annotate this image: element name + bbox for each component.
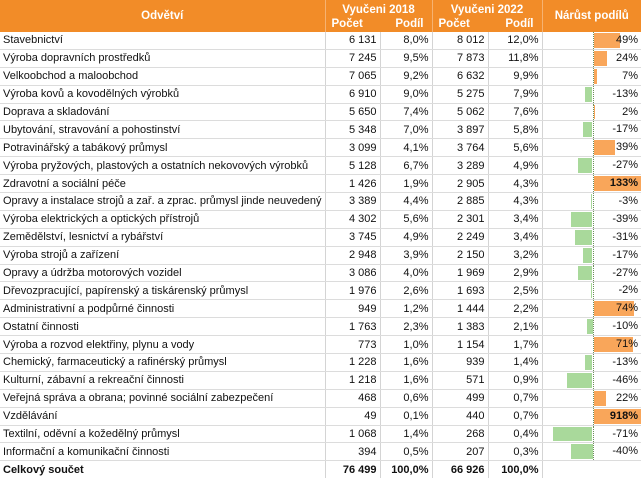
bar-axis <box>593 426 594 443</box>
count-2018: 7 245 <box>325 49 380 67</box>
growth-value: 71% <box>615 338 638 351</box>
share-2022: 2,5% <box>488 282 542 300</box>
growth-cell <box>542 210 641 228</box>
sector-name: Dřevozpracující, papírenský a tiskárenský průmysl <box>0 282 325 300</box>
share-2022: 5,6% <box>488 139 542 157</box>
growth-cell <box>542 32 641 49</box>
growth-value: 2% <box>622 105 638 118</box>
share-2022: 3,2% <box>488 246 542 264</box>
bar-axis <box>593 247 594 264</box>
growth-cell <box>542 228 641 246</box>
growth-bar-negative <box>583 122 592 137</box>
header-podil-2018: Podíl <box>380 17 432 32</box>
share-2022: 11,8% <box>488 49 542 67</box>
count-2018: 1 763 <box>325 318 380 336</box>
share-2018: 0,1% <box>380 407 432 425</box>
share-2022: 0,9% <box>488 371 542 389</box>
count-2022: 499 <box>432 389 488 407</box>
table-row <box>0 67 641 85</box>
table-row <box>0 336 641 354</box>
growth-value: -10% <box>612 320 638 333</box>
growth-value: -17% <box>612 248 638 261</box>
sector-name: Doprava a skladování <box>0 103 325 121</box>
count-2018: 3 086 <box>325 264 380 282</box>
count-2018: 6 910 <box>325 85 380 103</box>
header-odvetvi: Odvětví <box>0 0 325 32</box>
share-2022: 0,4% <box>488 425 542 443</box>
count-2022: 5 275 <box>432 85 488 103</box>
growth-cell <box>542 371 641 389</box>
sector-name: Textilní, oděvní a kožedělný průmysl <box>0 425 325 443</box>
bar-axis <box>593 104 594 121</box>
growth-value: -17% <box>612 123 638 136</box>
bar-axis <box>593 157 594 174</box>
growth-value: 918% <box>609 409 638 422</box>
count-2022: 2 905 <box>432 175 488 193</box>
sector-name: Informační a komunikační činnosti <box>0 443 325 461</box>
count-2022: 440 <box>432 407 488 425</box>
sector-name: Výroba pryžových, plastových a ostatních nekovových výrobků <box>0 157 325 175</box>
bar-axis <box>593 50 594 67</box>
count-2018: 3 745 <box>325 228 380 246</box>
share-2018: 1,9% <box>380 175 432 193</box>
growth-bar-positive <box>594 69 598 84</box>
count-2022: 1 383 <box>432 318 488 336</box>
bar-axis <box>593 121 594 138</box>
share-2022: 4,3% <box>488 175 542 193</box>
table-row <box>0 103 641 121</box>
share-2018: 4,9% <box>380 228 432 246</box>
growth-value: -71% <box>612 427 638 440</box>
growth-bar-negative <box>583 248 592 263</box>
growth-value: -2% <box>618 284 638 297</box>
table-body <box>0 32 641 478</box>
header-podil-2022: Podíl <box>488 17 542 32</box>
table-row <box>0 139 641 157</box>
growth-cell <box>542 282 641 300</box>
share-2018: 1,6% <box>380 371 432 389</box>
growth-value: 133% <box>609 177 638 190</box>
table-row <box>0 407 641 425</box>
growth-value: -13% <box>612 87 638 100</box>
total-share-2018: 100,0% <box>380 461 432 478</box>
bar-axis <box>593 282 594 299</box>
count-2022: 1 969 <box>432 264 488 282</box>
bar-axis <box>593 139 594 156</box>
total-row <box>0 461 641 478</box>
growth-value: -27% <box>612 159 638 172</box>
growth-cell <box>542 300 641 318</box>
growth-value: 49% <box>615 34 638 46</box>
share-2022: 4,3% <box>488 193 542 211</box>
count-2018: 1 426 <box>325 175 380 193</box>
share-2022: 9,9% <box>488 67 542 85</box>
table-row <box>0 389 641 407</box>
growth-cell <box>542 175 641 193</box>
growth-bar-positive <box>594 391 606 406</box>
sector-name: Výroba elektrických a optických přístrojů <box>0 210 325 228</box>
count-2022: 2 150 <box>432 246 488 264</box>
sector-name: Veřejná správa a obrana; povinné sociální zabezpečení <box>0 389 325 407</box>
total-growth-empty <box>542 461 641 478</box>
sector-name: Ostatní činnosti <box>0 318 325 336</box>
sector-name: Kulturní, zábavní a rekreační činnosti <box>0 371 325 389</box>
share-2018: 9,0% <box>380 85 432 103</box>
bar-axis <box>593 265 594 282</box>
count-2018: 1 228 <box>325 354 380 372</box>
count-2022: 1 154 <box>432 336 488 354</box>
growth-bar-positive <box>594 105 595 120</box>
sector-name: Stavebnictví <box>0 32 325 49</box>
count-2018: 949 <box>325 300 380 318</box>
sector-name: Ubytování, stravování a pohostinství <box>0 121 325 139</box>
table-row <box>0 264 641 282</box>
share-2022: 0,3% <box>488 443 542 461</box>
growth-value: 7% <box>622 69 638 82</box>
share-2018: 2,3% <box>380 318 432 336</box>
sector-name: Chemický, farmaceutický a rafinérský průmysl <box>0 354 325 372</box>
share-2022: 2,1% <box>488 318 542 336</box>
share-2022: 2,2% <box>488 300 542 318</box>
table-row <box>0 246 641 264</box>
bar-axis <box>593 193 594 210</box>
count-2018: 5 348 <box>325 121 380 139</box>
growth-cell <box>542 389 641 407</box>
count-2022: 5 062 <box>432 103 488 121</box>
growth-value: -46% <box>612 373 638 386</box>
count-2018: 49 <box>325 407 380 425</box>
share-2018: 1,2% <box>380 300 432 318</box>
sector-name: Vzdělávání <box>0 407 325 425</box>
share-2018: 4,4% <box>380 193 432 211</box>
count-2018: 3 389 <box>325 193 380 211</box>
share-2018: 7,4% <box>380 103 432 121</box>
table-row <box>0 300 641 318</box>
share-2022: 1,4% <box>488 354 542 372</box>
share-2018: 5,6% <box>380 210 432 228</box>
bar-axis <box>593 354 594 371</box>
count-2022: 939 <box>432 354 488 372</box>
growth-bar-negative <box>567 373 592 388</box>
growth-bar-negative <box>553 427 592 442</box>
count-2022: 2 249 <box>432 228 488 246</box>
sector-name: Zdravotní a sociální péče <box>0 175 325 193</box>
share-2018: 2,6% <box>380 282 432 300</box>
table-row <box>0 121 641 139</box>
share-2018: 0,6% <box>380 389 432 407</box>
table-row <box>0 157 641 175</box>
sector-name: Potravinářský a tabákový průmysl <box>0 139 325 157</box>
sector-name: Velkoobchod a maloobchod <box>0 67 325 85</box>
sector-name: Administrativní a podpůrné činnosti <box>0 300 325 318</box>
share-2018: 4,1% <box>380 139 432 157</box>
total-share-2022: 100,0% <box>488 461 542 478</box>
count-2018: 773 <box>325 336 380 354</box>
table-row <box>0 193 641 211</box>
growth-bar-negative <box>571 212 592 227</box>
growth-value: -31% <box>612 230 638 243</box>
bar-axis <box>593 336 594 353</box>
bar-axis <box>593 300 594 317</box>
count-2018: 6 131 <box>325 32 380 49</box>
share-2022: 5,8% <box>488 121 542 139</box>
total-label: Celkový součet <box>0 461 325 478</box>
count-2022: 268 <box>432 425 488 443</box>
growth-value: -13% <box>612 356 638 369</box>
growth-cell <box>542 264 641 282</box>
sector-name: Výroba dopravních prostředků <box>0 49 325 67</box>
bar-axis <box>593 86 594 103</box>
table-row <box>0 85 641 103</box>
bar-axis <box>593 390 594 407</box>
count-2018: 1 068 <box>325 425 380 443</box>
count-2018: 394 <box>325 443 380 461</box>
count-2022: 3 897 <box>432 121 488 139</box>
count-2022: 207 <box>432 443 488 461</box>
share-2018: 6,7% <box>380 157 432 175</box>
share-2018: 1,4% <box>380 425 432 443</box>
share-2018: 1,0% <box>380 336 432 354</box>
share-2022: 3,4% <box>488 210 542 228</box>
bar-axis <box>593 211 594 228</box>
growth-value: 24% <box>615 51 638 64</box>
table-row <box>0 49 641 67</box>
header-pocet-2018: Počet <box>325 17 380 32</box>
table-row <box>0 228 641 246</box>
bar-axis <box>593 32 594 49</box>
share-2022: 12,0% <box>488 32 542 49</box>
sector-name: Zemědělství, lesnictví a rybářství <box>0 228 325 246</box>
bar-axis <box>593 318 594 335</box>
share-2022: 7,6% <box>488 103 542 121</box>
growth-value: 74% <box>615 302 638 315</box>
growth-bar-negative <box>585 355 592 370</box>
count-2018: 7 065 <box>325 67 380 85</box>
share-2018: 3,9% <box>380 246 432 264</box>
share-2018: 0,5% <box>380 443 432 461</box>
bar-axis <box>593 372 594 389</box>
growth-cell <box>542 425 641 443</box>
count-2022: 3 289 <box>432 157 488 175</box>
total-count-2022: 66 926 <box>432 461 488 478</box>
count-2018: 1 976 <box>325 282 380 300</box>
growth-cell <box>542 157 641 175</box>
growth-value: -27% <box>612 266 638 279</box>
share-2022: 4,9% <box>488 157 542 175</box>
share-2018: 9,2% <box>380 67 432 85</box>
growth-cell <box>542 85 641 103</box>
growth-value: -3% <box>618 195 638 208</box>
growth-cell <box>542 121 641 139</box>
sector-name: Opravy a instalace strojů a zař. a zprac. průmysl jinde neuvedený <box>0 193 325 211</box>
share-2022: 3,4% <box>488 228 542 246</box>
count-2018: 4 302 <box>325 210 380 228</box>
table-row <box>0 282 641 300</box>
count-2022: 8 012 <box>432 32 488 49</box>
bar-axis <box>593 175 594 192</box>
count-2022: 6 632 <box>432 67 488 85</box>
count-2018: 3 099 <box>325 139 380 157</box>
count-2022: 3 764 <box>432 139 488 157</box>
share-2022: 7,9% <box>488 85 542 103</box>
growth-bar-positive <box>594 140 615 155</box>
share-2018: 8,0% <box>380 32 432 49</box>
header-group-2022: Vyučeni 2022 <box>432 0 542 17</box>
growth-bar-negative <box>571 444 593 459</box>
table-row <box>0 371 641 389</box>
share-2022: 0,7% <box>488 389 542 407</box>
share-2018: 1,6% <box>380 354 432 372</box>
growth-bar-negative <box>578 158 593 173</box>
growth-cell <box>542 103 641 121</box>
table-row <box>0 32 641 49</box>
growth-cell <box>542 318 641 336</box>
share-2018: 4,0% <box>380 264 432 282</box>
bar-axis <box>593 68 594 85</box>
growth-cell <box>542 354 641 372</box>
table-row <box>0 354 641 372</box>
sector-name: Výroba kovů a kovodělných výrobků <box>0 85 325 103</box>
table-row <box>0 425 641 443</box>
share-2018: 7,0% <box>380 121 432 139</box>
growth-cell <box>542 443 641 461</box>
count-2018: 468 <box>325 389 380 407</box>
total-count-2018: 76 499 <box>325 461 380 478</box>
growth-value: -39% <box>612 212 638 225</box>
share-2022: 0,7% <box>488 407 542 425</box>
table-row <box>0 443 641 461</box>
share-2018: 9,5% <box>380 49 432 67</box>
count-2022: 2 301 <box>432 210 488 228</box>
growth-cell <box>542 193 641 211</box>
count-2022: 1 444 <box>432 300 488 318</box>
growth-value: 39% <box>615 141 638 154</box>
header-group-2018: Vyučeni 2018 <box>325 0 432 17</box>
sector-name: Výroba a rozvod elektřiny, plynu a vody <box>0 336 325 354</box>
sector-name: Výroba strojů a zařízení <box>0 246 325 264</box>
count-2022: 2 885 <box>432 193 488 211</box>
growth-bar-negative <box>585 87 592 102</box>
growth-bar-negative <box>578 266 593 281</box>
growth-cell <box>542 49 641 67</box>
count-2022: 7 873 <box>432 49 488 67</box>
share-2022: 1,7% <box>488 336 542 354</box>
bar-axis <box>593 408 594 425</box>
table-row <box>0 318 641 336</box>
growth-value: 22% <box>615 391 638 404</box>
count-2018: 1 218 <box>325 371 380 389</box>
header-narust: Nárůst podílů <box>542 0 641 32</box>
growth-cell <box>542 336 641 354</box>
count-2018: 5 128 <box>325 157 380 175</box>
growth-value: -40% <box>612 445 638 458</box>
bar-axis <box>593 443 594 460</box>
growth-cell <box>542 246 641 264</box>
sector-name: Opravy a údržba motorových vozidel <box>0 264 325 282</box>
growth-bar-positive <box>594 51 607 66</box>
table-row <box>0 210 641 228</box>
growth-cell <box>542 67 641 85</box>
count-2018: 2 948 <box>325 246 380 264</box>
count-2018: 5 650 <box>325 103 380 121</box>
header-pocet-2022: Počet <box>432 17 488 32</box>
growth-cell <box>542 139 641 157</box>
growth-bar-negative <box>575 230 592 245</box>
count-2022: 1 693 <box>432 282 488 300</box>
table-row <box>0 175 641 193</box>
growth-cell <box>542 407 641 425</box>
count-2022: 571 <box>432 371 488 389</box>
share-2022: 2,9% <box>488 264 542 282</box>
bar-axis <box>593 229 594 246</box>
